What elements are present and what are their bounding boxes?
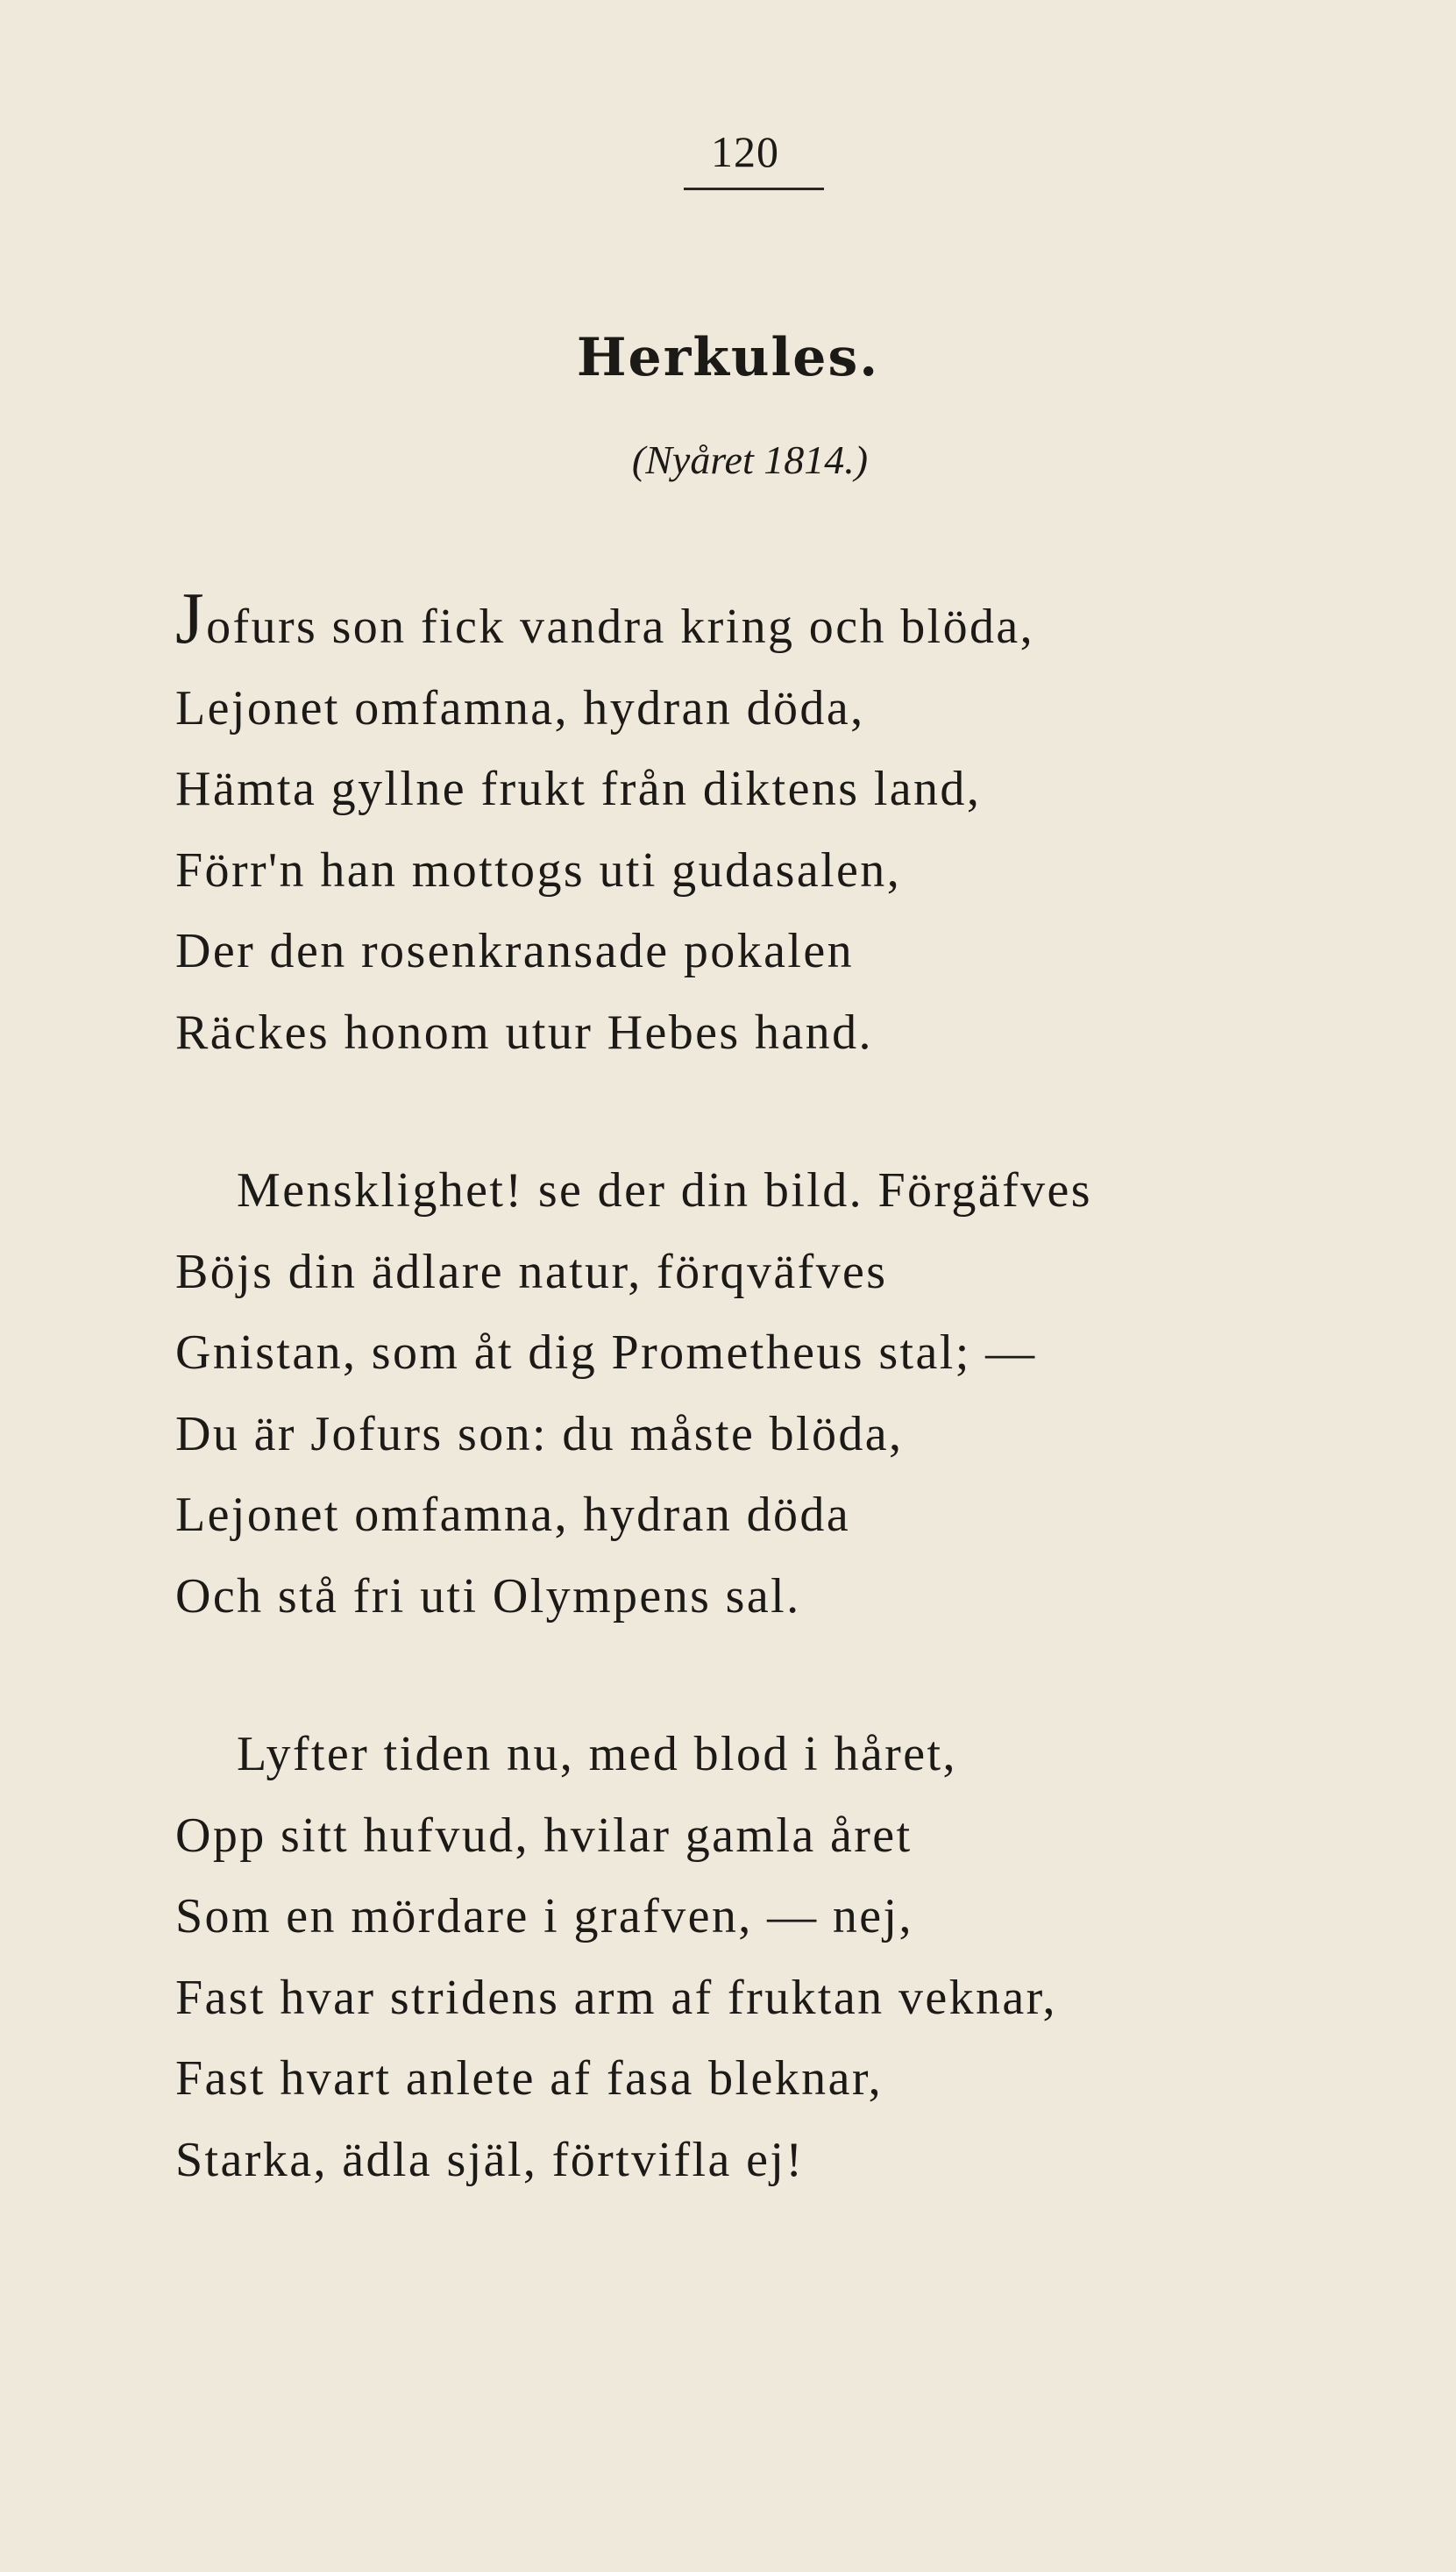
poem-line: Fast hvar stridens arm af fruktan veknar, (175, 1970, 1057, 2025)
page-number-rule (684, 188, 824, 190)
poem-line: Starka, ädla själ, förtvifla ej! (175, 2132, 805, 2187)
poem-line: Jofurs son fick vandra kring och blöda, (175, 578, 1035, 659)
stanza-2 (175, 1150, 1315, 1637)
stanza-1 (175, 579, 1315, 1073)
poem-line: Lejonet omfamna, hydran döda, (175, 680, 865, 735)
poem-line: Böjs din ädlare natur, förqväfves (175, 1244, 888, 1299)
poem-line: Och stå fri uti Olympens sal. (175, 1568, 801, 1623)
poem-title: Herkules. (576, 327, 880, 388)
poem-line: Räckes honom utur Hebes hand. (175, 1005, 873, 1060)
poem-line: Lyfter tiden nu, med blod i håret, (237, 1727, 957, 1781)
poem-subtitle: (Nyåret 1814.) (631, 437, 869, 482)
poem-line: Der den rosenkransade pokalen (175, 924, 854, 978)
stanza-3 (175, 1714, 1315, 2200)
poem-line: Förr'n han mottogs uti gudasalen, (175, 842, 902, 898)
poem-line: Som en mördare i grafven, — nej, (175, 1889, 913, 1943)
poem-line: Fast hvart anlete af fasa bleknar, (175, 2051, 884, 2106)
poem-line: Hämta gyllne frukt från diktens land, (175, 762, 982, 816)
poem-line: Opp sitt hufvud, hvilar gamla året (175, 1808, 913, 1863)
page-number: 120 (711, 127, 779, 176)
poem-line: Gnistan, som åt dig Prometheus stal; — (175, 1325, 1037, 1380)
poem-line: Mensklighet! se der din bild. Förgäfves (237, 1163, 1092, 1218)
poem-line: Du är Jofurs son: du måste blöda, (175, 1406, 904, 1461)
poem-line: Lejonet omfamna, hydran döda (175, 1488, 851, 1542)
poem-body (175, 579, 1315, 2200)
